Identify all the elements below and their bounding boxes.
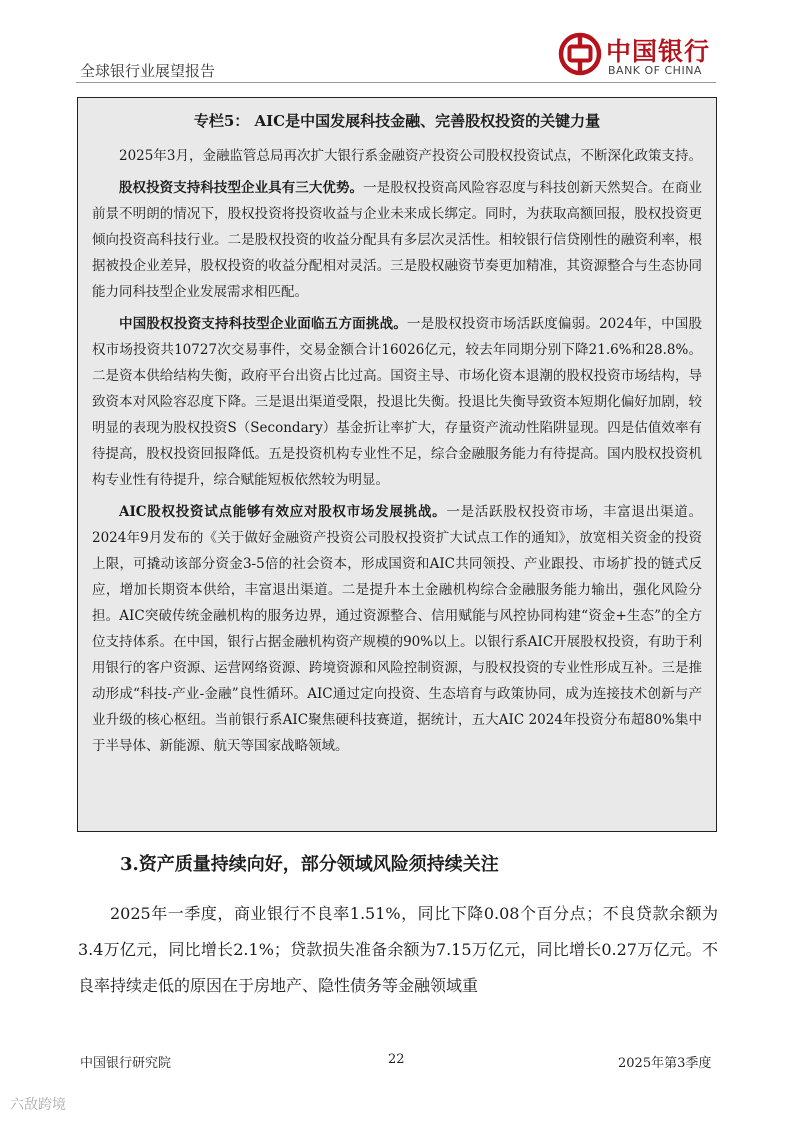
paragraph-text: 一是股权投资高风险容忍度与科技创新天然契合。在商业前景不明朗的情况下，股权投资将投资收益与企业未来成长绑定。同时，为获取高额回报，股权投资更倾向投资高科技行业。二是股权投资的收益分配具有多层次灵活性。相较银行信贷刚性的融资利率，根据被投企业差异，股权投资的收益分配相对灵活。三是股权融资节奏更加精准，其资源整合与生态协同能力同科技型企业发展需求相匹配。 [92, 180, 703, 300]
section-body-paragraph: 2025年一季度，商业银行不良率1.51%，同比下降0.08个百分点；不良贷款余额为3.4万亿元，同比增长2.1%；贷款损失准备余额为7.15万亿元，同比增长0.27万亿元。不良率持续走低的原因在于房地产、隐性债务等金融领域重 [78, 904, 718, 995]
column-paragraph-2 [92, 175, 702, 305]
page-number: 22 [388, 1052, 405, 1067]
column-box [77, 97, 717, 832]
footer-institution: 中国银行研究院 [80, 1056, 172, 1071]
logo-english-text: BANK OF CHINA [608, 64, 702, 77]
column-paragraph-4 [92, 499, 702, 759]
logo-chinese-text: 中国银行 [606, 37, 711, 66]
footer-quarter: 2025年第3季度 [618, 1056, 712, 1071]
report-title: 全球银行业展望报告 [80, 62, 216, 80]
paragraph-text: 2025年3月，金融监管总局再次扩大银行系金融资产投资公司股权投资试点，不断深化政策支持。 [119, 148, 702, 164]
paragraph-lead: 股权投资支持科技型企业具有三大优势。 [119, 180, 364, 196]
paragraph-lead: 中国股权投资支持科技型企业面临五方面挑战。 [119, 316, 408, 332]
header-divider [76, 82, 716, 83]
paragraph-lead: AIC股权投资试点能够有效应对股权市场发展挑战。 [119, 504, 447, 520]
column-paragraph-1 [92, 143, 702, 169]
section-heading: 3.资产质量持续向好，部分领域风险须持续关注 [120, 854, 499, 875]
bank-of-china-logo [556, 30, 716, 78]
paragraph-text: 一是活跃股权投资市场，丰富退出渠道。2024年9月发布的《关于做好金融资产投资公司股权投资扩大试点工作的通知》，放宽相关资金的投资上限，可撬动该部分资金3-5倍的社会资本，形成国资和AIC共同领投、产业跟投、市场扩投的链式反应，增加长期资本供给，丰富退出渠道。二是提升本土金融机构综合金融服务能力输出，强化风险分担。AIC突破传统金融机构的服务边界，通过资源整合、信用赋能与风控协同构建“资金+生态”的全方位支持体系。在中国，银行占据金融机构资产规模的90%以上。以银行系AIC开展股权投资，有助于利用银行的客户资源、运营网络资源、跨境资源和风险控制资源，与股权投资的专业性形成互补。三是推动形成“科技-产业-金融”良性循环。AIC通过定向投资、生态培育与政策协同，成为连接技术创新与产业升级的核心枢纽。当前银行系AIC聚焦硬科技赛道，据统计，五大AIC 2024年投资分布超80%集中于半导体、新能源、航天等国家战略领域。 [92, 504, 702, 754]
column-paragraph-3 [92, 311, 702, 493]
boc-emblem-icon [558, 32, 602, 76]
paragraph-text: 一是股权投资市场活跃度偏弱。2024年，中国股权市场投资共10727次交易事件，交易金额合计16026亿元，较去年同期分别下降21.6%和28.8%。二是资本供给结构失衡，政府平台出资占比过高。国资主导、市场化资本退潮的股权投资市场结构，导致资本对风险容忍度下降。三是退出渠道受限，投退比失衡。投退比失衡导致资本短期化偏好加剧，较明显的表现为股权投资S（Secondary）基金折让率扩大，存量资产流动性陷阱显现。四是估值效率有待提高，股权投资回报降低。五是投资机构专业性不足，综合金融服务能力有待提高。国内股权投资机构专业性有待提升，综合赋能短板依然较为明显。 [92, 316, 703, 488]
column-title: 专栏5： AIC是中国发展科技金融、完善股权投资的关键力量 [193, 112, 601, 130]
watermark: 六敌跨境 [10, 1097, 66, 1113]
